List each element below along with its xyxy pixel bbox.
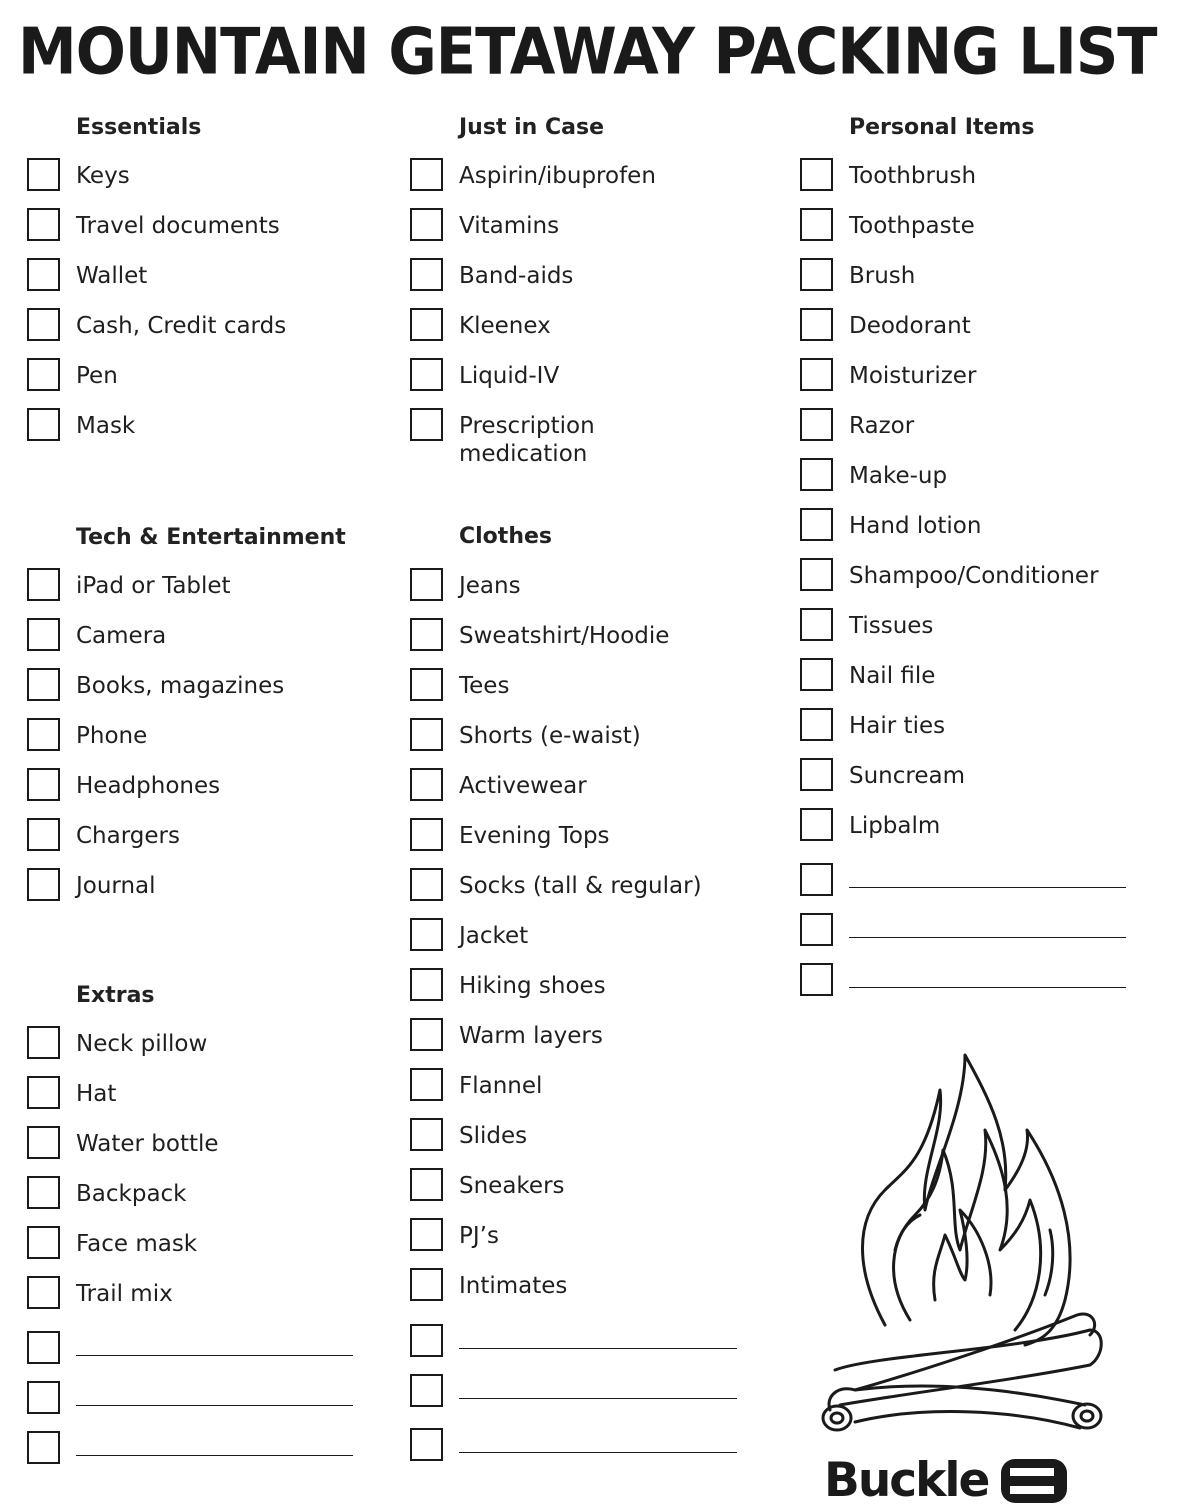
- checkbox[interactable]: [27, 1431, 60, 1464]
- checkbox[interactable]: [27, 358, 60, 391]
- checkbox[interactable]: [410, 358, 443, 391]
- item-label: Jeans: [459, 573, 521, 599]
- checkbox[interactable]: [27, 1381, 60, 1414]
- checkbox[interactable]: [800, 258, 833, 291]
- write-in-line[interactable]: [76, 1355, 353, 1356]
- checkbox[interactable]: [410, 768, 443, 801]
- checkbox[interactable]: [800, 863, 833, 896]
- checkbox[interactable]: [27, 1226, 60, 1259]
- buckle-logo-icon: [1000, 1458, 1070, 1504]
- checkbox[interactable]: [410, 618, 443, 651]
- checkbox[interactable]: [800, 913, 833, 946]
- checkbox[interactable]: [800, 758, 833, 791]
- checkbox[interactable]: [410, 1428, 443, 1461]
- item-label: Mask: [76, 413, 136, 439]
- checkbox[interactable]: [410, 1374, 443, 1407]
- checkbox[interactable]: [410, 868, 443, 901]
- item-label: Make-up: [849, 463, 948, 489]
- checkbox[interactable]: [27, 818, 60, 851]
- item-label: Backpack: [76, 1181, 187, 1207]
- checkbox[interactable]: [410, 1068, 443, 1101]
- checkbox[interactable]: [800, 408, 833, 441]
- checkbox[interactable]: [27, 718, 60, 751]
- item-label: Tissues: [849, 613, 934, 639]
- item-label: Neck pillow: [76, 1031, 208, 1057]
- checkbox[interactable]: [410, 1168, 443, 1201]
- item-label: Wallet: [76, 263, 148, 289]
- checkbox[interactable]: [410, 1118, 443, 1151]
- item-label: Tees: [459, 673, 510, 699]
- item-label: Chargers: [76, 823, 180, 849]
- checkbox[interactable]: [27, 618, 60, 651]
- item-label: Hair ties: [849, 713, 946, 739]
- item-label: Keys: [76, 163, 130, 189]
- section-heading: Clothes: [459, 524, 552, 549]
- item-label: Headphones: [76, 773, 221, 799]
- item-label: Travel documents: [76, 213, 280, 239]
- item-label: Moisturizer: [849, 363, 977, 389]
- item-label: Deodorant: [849, 313, 971, 339]
- checkbox[interactable]: [27, 158, 60, 191]
- checkbox[interactable]: [410, 918, 443, 951]
- item-label: Flannel: [459, 1073, 543, 1099]
- checkbox[interactable]: [27, 768, 60, 801]
- item-label: Intimates: [459, 1273, 568, 1299]
- item-label: Sweatshirt/Hoodie: [459, 623, 670, 649]
- item-label: Evening Tops: [459, 823, 610, 849]
- checkbox[interactable]: [27, 308, 60, 341]
- checkbox[interactable]: [410, 258, 443, 291]
- checkbox[interactable]: [410, 968, 443, 1001]
- item-label: Aspirin/ibuprofen: [459, 163, 656, 189]
- item-label: Phone: [76, 723, 148, 749]
- section-heading: Essentials: [76, 115, 202, 140]
- checkbox[interactable]: [800, 963, 833, 996]
- checkbox[interactable]: [410, 308, 443, 341]
- checkbox[interactable]: [410, 718, 443, 751]
- checkbox[interactable]: [800, 808, 833, 841]
- checkbox[interactable]: [410, 158, 443, 191]
- item-label: Sneakers: [459, 1173, 565, 1199]
- write-in-line[interactable]: [849, 937, 1126, 938]
- checkbox[interactable]: [27, 1276, 60, 1309]
- item-label: Face mask: [76, 1231, 198, 1257]
- checkbox[interactable]: [800, 558, 833, 591]
- item-label: Lipbalm: [849, 813, 941, 839]
- item-label: Socks (tall & regular): [459, 873, 702, 899]
- item-label: Camera: [76, 623, 167, 649]
- item-label: Journal: [76, 873, 156, 899]
- item-label: Jacket: [459, 923, 529, 949]
- item-label: Suncream: [849, 763, 965, 789]
- checkbox[interactable]: [800, 708, 833, 741]
- checkbox[interactable]: [410, 568, 443, 601]
- write-in-line[interactable]: [459, 1398, 737, 1399]
- item-label: Warm layers: [459, 1023, 603, 1049]
- item-label: Toothpaste: [849, 213, 975, 239]
- checkbox[interactable]: [27, 568, 60, 601]
- item-label: Books, magazines: [76, 673, 285, 699]
- write-in-line[interactable]: [459, 1452, 737, 1453]
- section-heading: Tech & Entertainment: [76, 525, 346, 550]
- checkbox[interactable]: [27, 1026, 60, 1059]
- item-label: Shorts (e-waist): [459, 723, 641, 749]
- section-heading: Extras: [76, 983, 155, 1008]
- checkbox[interactable]: [800, 358, 833, 391]
- checkbox[interactable]: [800, 208, 833, 241]
- checkbox[interactable]: [27, 258, 60, 291]
- checkbox[interactable]: [800, 658, 833, 691]
- checkbox[interactable]: [800, 508, 833, 541]
- checkbox[interactable]: [27, 1331, 60, 1364]
- checkbox[interactable]: [27, 668, 60, 701]
- item-label: Prescription: [459, 413, 595, 439]
- checkbox[interactable]: [27, 868, 60, 901]
- item-label: Cash, Credit cards: [76, 313, 287, 339]
- item-label: Vitamins: [459, 213, 560, 239]
- logo-text: Buckle: [824, 1453, 989, 1508]
- item-label: Hand lotion: [849, 513, 982, 539]
- campfire-icon: [815, 1050, 1115, 1450]
- item-label: Trail mix: [76, 1281, 173, 1307]
- checkbox[interactable]: [27, 208, 60, 241]
- item-label: Kleenex: [459, 313, 551, 339]
- section-heading: Just in Case: [459, 115, 604, 140]
- item-label: Razor: [849, 413, 915, 439]
- section-heading: Personal Items: [849, 115, 1035, 140]
- item-label: iPad or Tablet: [76, 573, 231, 599]
- item-label: Brush: [849, 263, 916, 289]
- write-in-line[interactable]: [849, 987, 1126, 988]
- checkbox[interactable]: [410, 1218, 443, 1251]
- write-in-line[interactable]: [459, 1348, 737, 1349]
- checkbox[interactable]: [800, 308, 833, 341]
- item-label: Water bottle: [76, 1131, 219, 1157]
- page-title: MOUNTAIN GETAWAY PACKING LIST: [18, 14, 1157, 89]
- item-label: Shampoo/Conditioner: [849, 563, 1099, 589]
- checkbox[interactable]: [800, 158, 833, 191]
- checkbox[interactable]: [27, 1076, 60, 1109]
- item-label: Toothbrush: [849, 163, 977, 189]
- checkbox[interactable]: [410, 408, 443, 441]
- checkbox[interactable]: [800, 458, 833, 491]
- item-label-line-2: medication: [459, 441, 588, 467]
- item-label: PJ’s: [459, 1223, 499, 1249]
- checkbox[interactable]: [410, 818, 443, 851]
- checkbox[interactable]: [410, 208, 443, 241]
- write-in-line[interactable]: [76, 1405, 353, 1406]
- checkbox[interactable]: [800, 608, 833, 641]
- write-in-line[interactable]: [76, 1455, 353, 1456]
- item-label: Band-aids: [459, 263, 574, 289]
- write-in-line[interactable]: [849, 887, 1126, 888]
- checkbox[interactable]: [410, 1018, 443, 1051]
- item-label: Liquid-IV: [459, 363, 560, 389]
- item-label: Hiking shoes: [459, 973, 606, 999]
- checkbox[interactable]: [410, 1268, 443, 1301]
- checkbox[interactable]: [410, 668, 443, 701]
- item-label: Slides: [459, 1123, 528, 1149]
- checkbox[interactable]: [410, 1324, 443, 1357]
- item-label: Pen: [76, 363, 118, 389]
- item-label: Nail file: [849, 663, 936, 689]
- buckle-logo: [824, 1453, 1070, 1508]
- checkbox[interactable]: [27, 1126, 60, 1159]
- item-label: Activewear: [459, 773, 587, 799]
- checkbox[interactable]: [27, 408, 60, 441]
- checkbox[interactable]: [27, 1176, 60, 1209]
- item-label: Hat: [76, 1081, 117, 1107]
